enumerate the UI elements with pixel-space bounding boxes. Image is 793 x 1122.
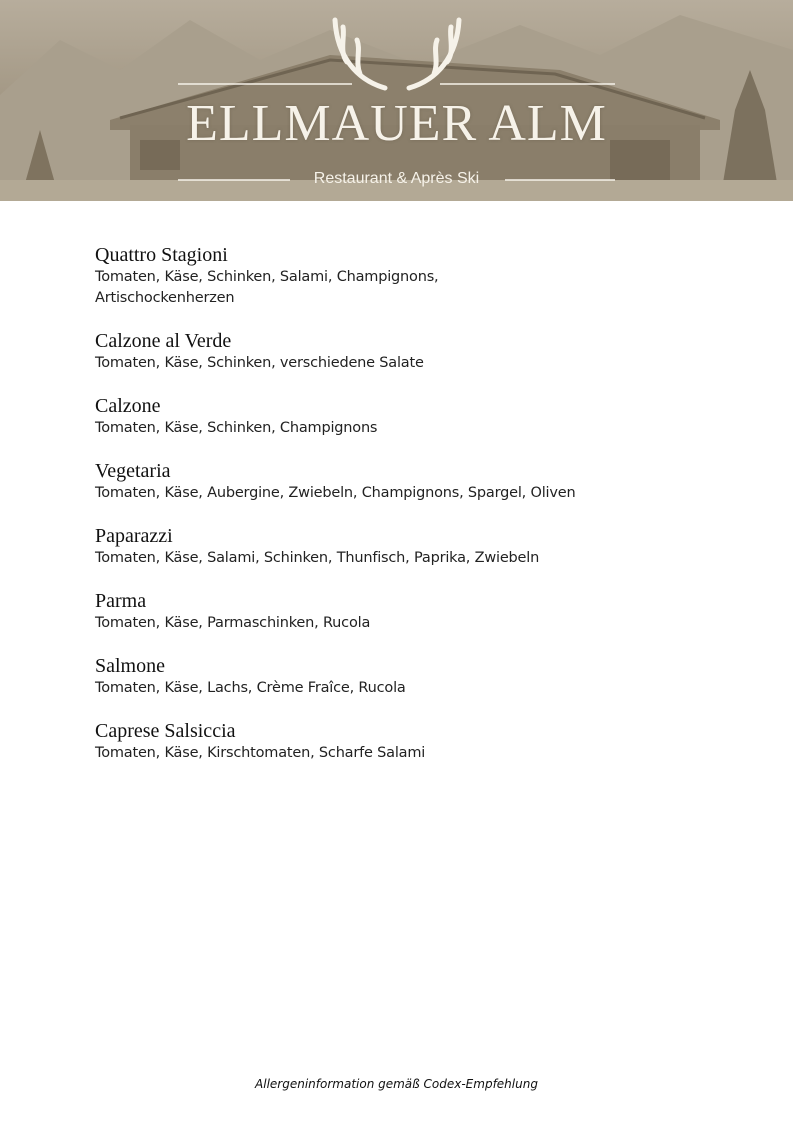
menu-item xyxy=(95,459,715,504)
menu-item xyxy=(95,654,715,699)
brand-subtitle: Restaurant & Après Ski xyxy=(313,170,480,187)
dish-name: Quattro Stagioni xyxy=(95,244,228,266)
dish-name: Calzone xyxy=(95,395,161,417)
dish-name: Caprese Salsiccia xyxy=(95,720,236,742)
dish-name: Paparazzi xyxy=(95,525,173,547)
dish-name: Salmone xyxy=(95,655,165,677)
dish-description: Tomaten, Käse, Salami, Schinken, Thunfisch, Paprika, Zwiebeln xyxy=(95,550,540,566)
menu-item xyxy=(95,524,715,569)
antlers-icon xyxy=(327,12,467,92)
menu-list xyxy=(95,243,715,784)
allergen-footer-note: Allergeninformation gemäß Codex-Empfehlung xyxy=(255,1077,538,1091)
dish-description: Tomaten, Käse, Parmaschinken, Rucola xyxy=(95,615,371,631)
dish-description: Tomaten, Käse, Aubergine, Zwiebeln, Champignons, Spargel, Oliven xyxy=(95,485,576,501)
dish-name: Calzone al Verde xyxy=(95,330,232,352)
dish-description: Tomaten, Käse, Kirschtomaten, Scharfe Salami xyxy=(95,745,426,761)
menu-item xyxy=(95,329,715,374)
menu-item xyxy=(95,394,715,439)
menu-item xyxy=(95,243,715,309)
header-banner xyxy=(0,0,793,201)
dish-description: Tomaten, Käse, Schinken, Salami, Champignons, xyxy=(95,269,439,285)
menu-item xyxy=(95,719,715,764)
menu-item xyxy=(95,589,715,634)
dish-description: Tomaten, Käse, Schinken, verschiedene Salate xyxy=(95,355,424,371)
dish-description: Tomaten, Käse, Lachs, Crème Fraîce, Rucola xyxy=(95,680,406,696)
brand-name: ELLMAUER ALM xyxy=(186,95,607,152)
dish-name: Parma xyxy=(95,590,147,612)
dish-name: Vegetaria xyxy=(95,460,171,482)
dish-description: Artischockenherzen xyxy=(95,290,235,306)
dish-description: Tomaten, Käse, Schinken, Champignons xyxy=(95,420,378,436)
